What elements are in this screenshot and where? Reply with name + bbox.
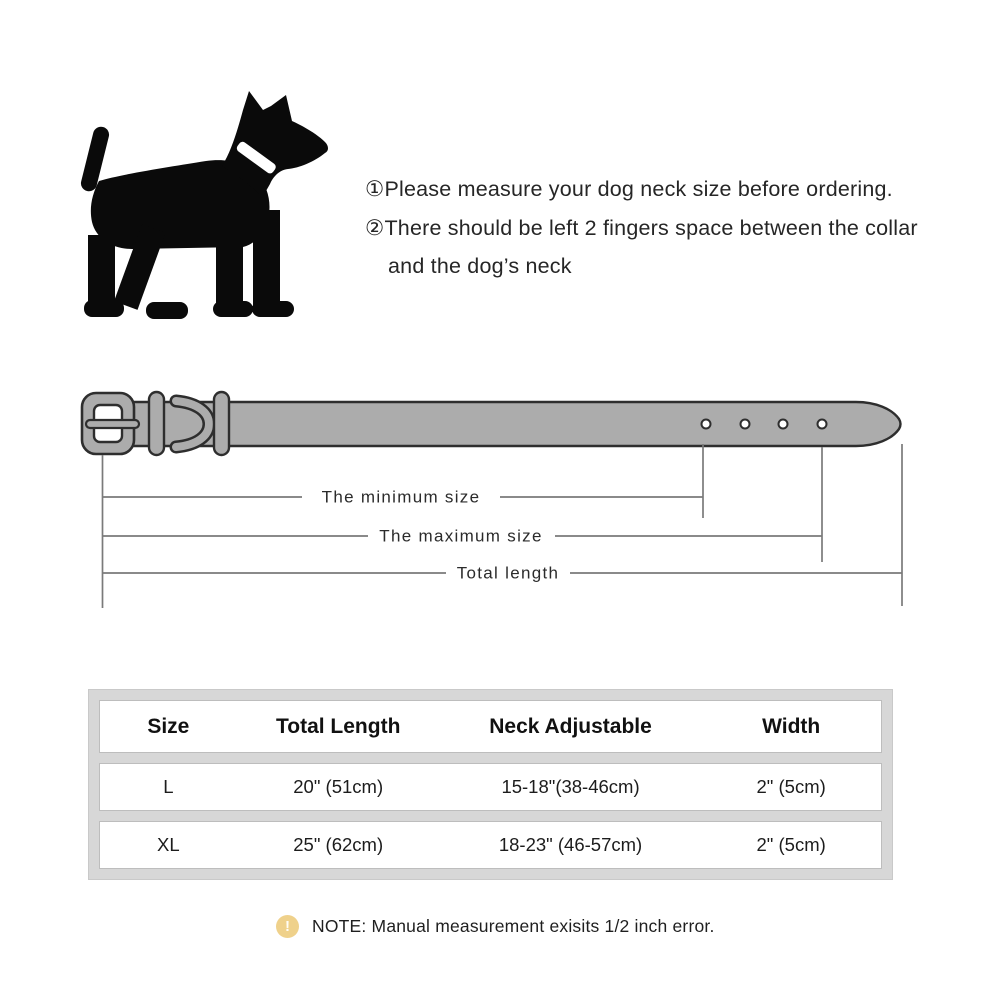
instruction-line-2: ②There should be left 2 fingers space between the collar: [365, 215, 918, 240]
maximum-size-label: The maximum size: [379, 526, 543, 546]
cell-size: L: [163, 776, 174, 797]
dog-front-far-paw: [252, 301, 294, 317]
collar-hole-4: [818, 420, 827, 429]
header-width: Width: [762, 714, 821, 738]
dog-front-far-leg: [253, 210, 280, 308]
dog-front-paw: [213, 301, 253, 317]
exclamation-icon: !: [276, 915, 299, 938]
dog-silhouette: [72, 82, 340, 342]
collar-hole-3: [779, 420, 788, 429]
collar-buckle-pin: [86, 420, 139, 428]
instruction-line-1: ①Please measure your dog neck size before ordering.: [365, 177, 893, 201]
cell-neck-adjustable: 18-23" (46-57cm): [498, 834, 643, 855]
cell-width: 2" (5cm): [756, 834, 826, 855]
collar-hole-2: [741, 420, 750, 429]
minimum-size-label: The minimum size: [321, 487, 481, 507]
cell-total-length: 20" (51cm): [293, 776, 384, 797]
note-text: NOTE: Manual measurement exisits 1/2 inch error.: [312, 916, 715, 936]
measurement-note: [276, 915, 715, 938]
dog-rear-far-paw: [146, 302, 188, 319]
dog-body-shape: [79, 91, 328, 319]
dog-front-leg: [216, 210, 243, 308]
collar-hole-1: [702, 420, 711, 429]
header-neck-adjustable: Neck Adjustable: [489, 714, 652, 738]
size-table: [88, 689, 893, 880]
header-total-length: Total Length: [275, 714, 401, 738]
collar-diagram: [0, 378, 1000, 623]
header-size: Size: [147, 714, 190, 738]
cell-total-length: 25" (62cm): [293, 834, 384, 855]
cell-width: 2" (5cm): [756, 776, 826, 797]
collar-keeper-loop-2: [214, 392, 229, 455]
collar-keeper-loop-1: [149, 392, 164, 455]
cell-size: XL: [157, 834, 180, 855]
cell-neck-adjustable: 15-18"(38-46cm): [501, 776, 640, 797]
size-table-header-row: [99, 700, 882, 753]
measuring-instructions: [365, 170, 975, 286]
instruction-line-3: and the dog’s neck: [388, 254, 572, 278]
table-row: [99, 821, 882, 869]
total-length-label: Total length: [456, 563, 560, 583]
table-row: [99, 763, 882, 811]
